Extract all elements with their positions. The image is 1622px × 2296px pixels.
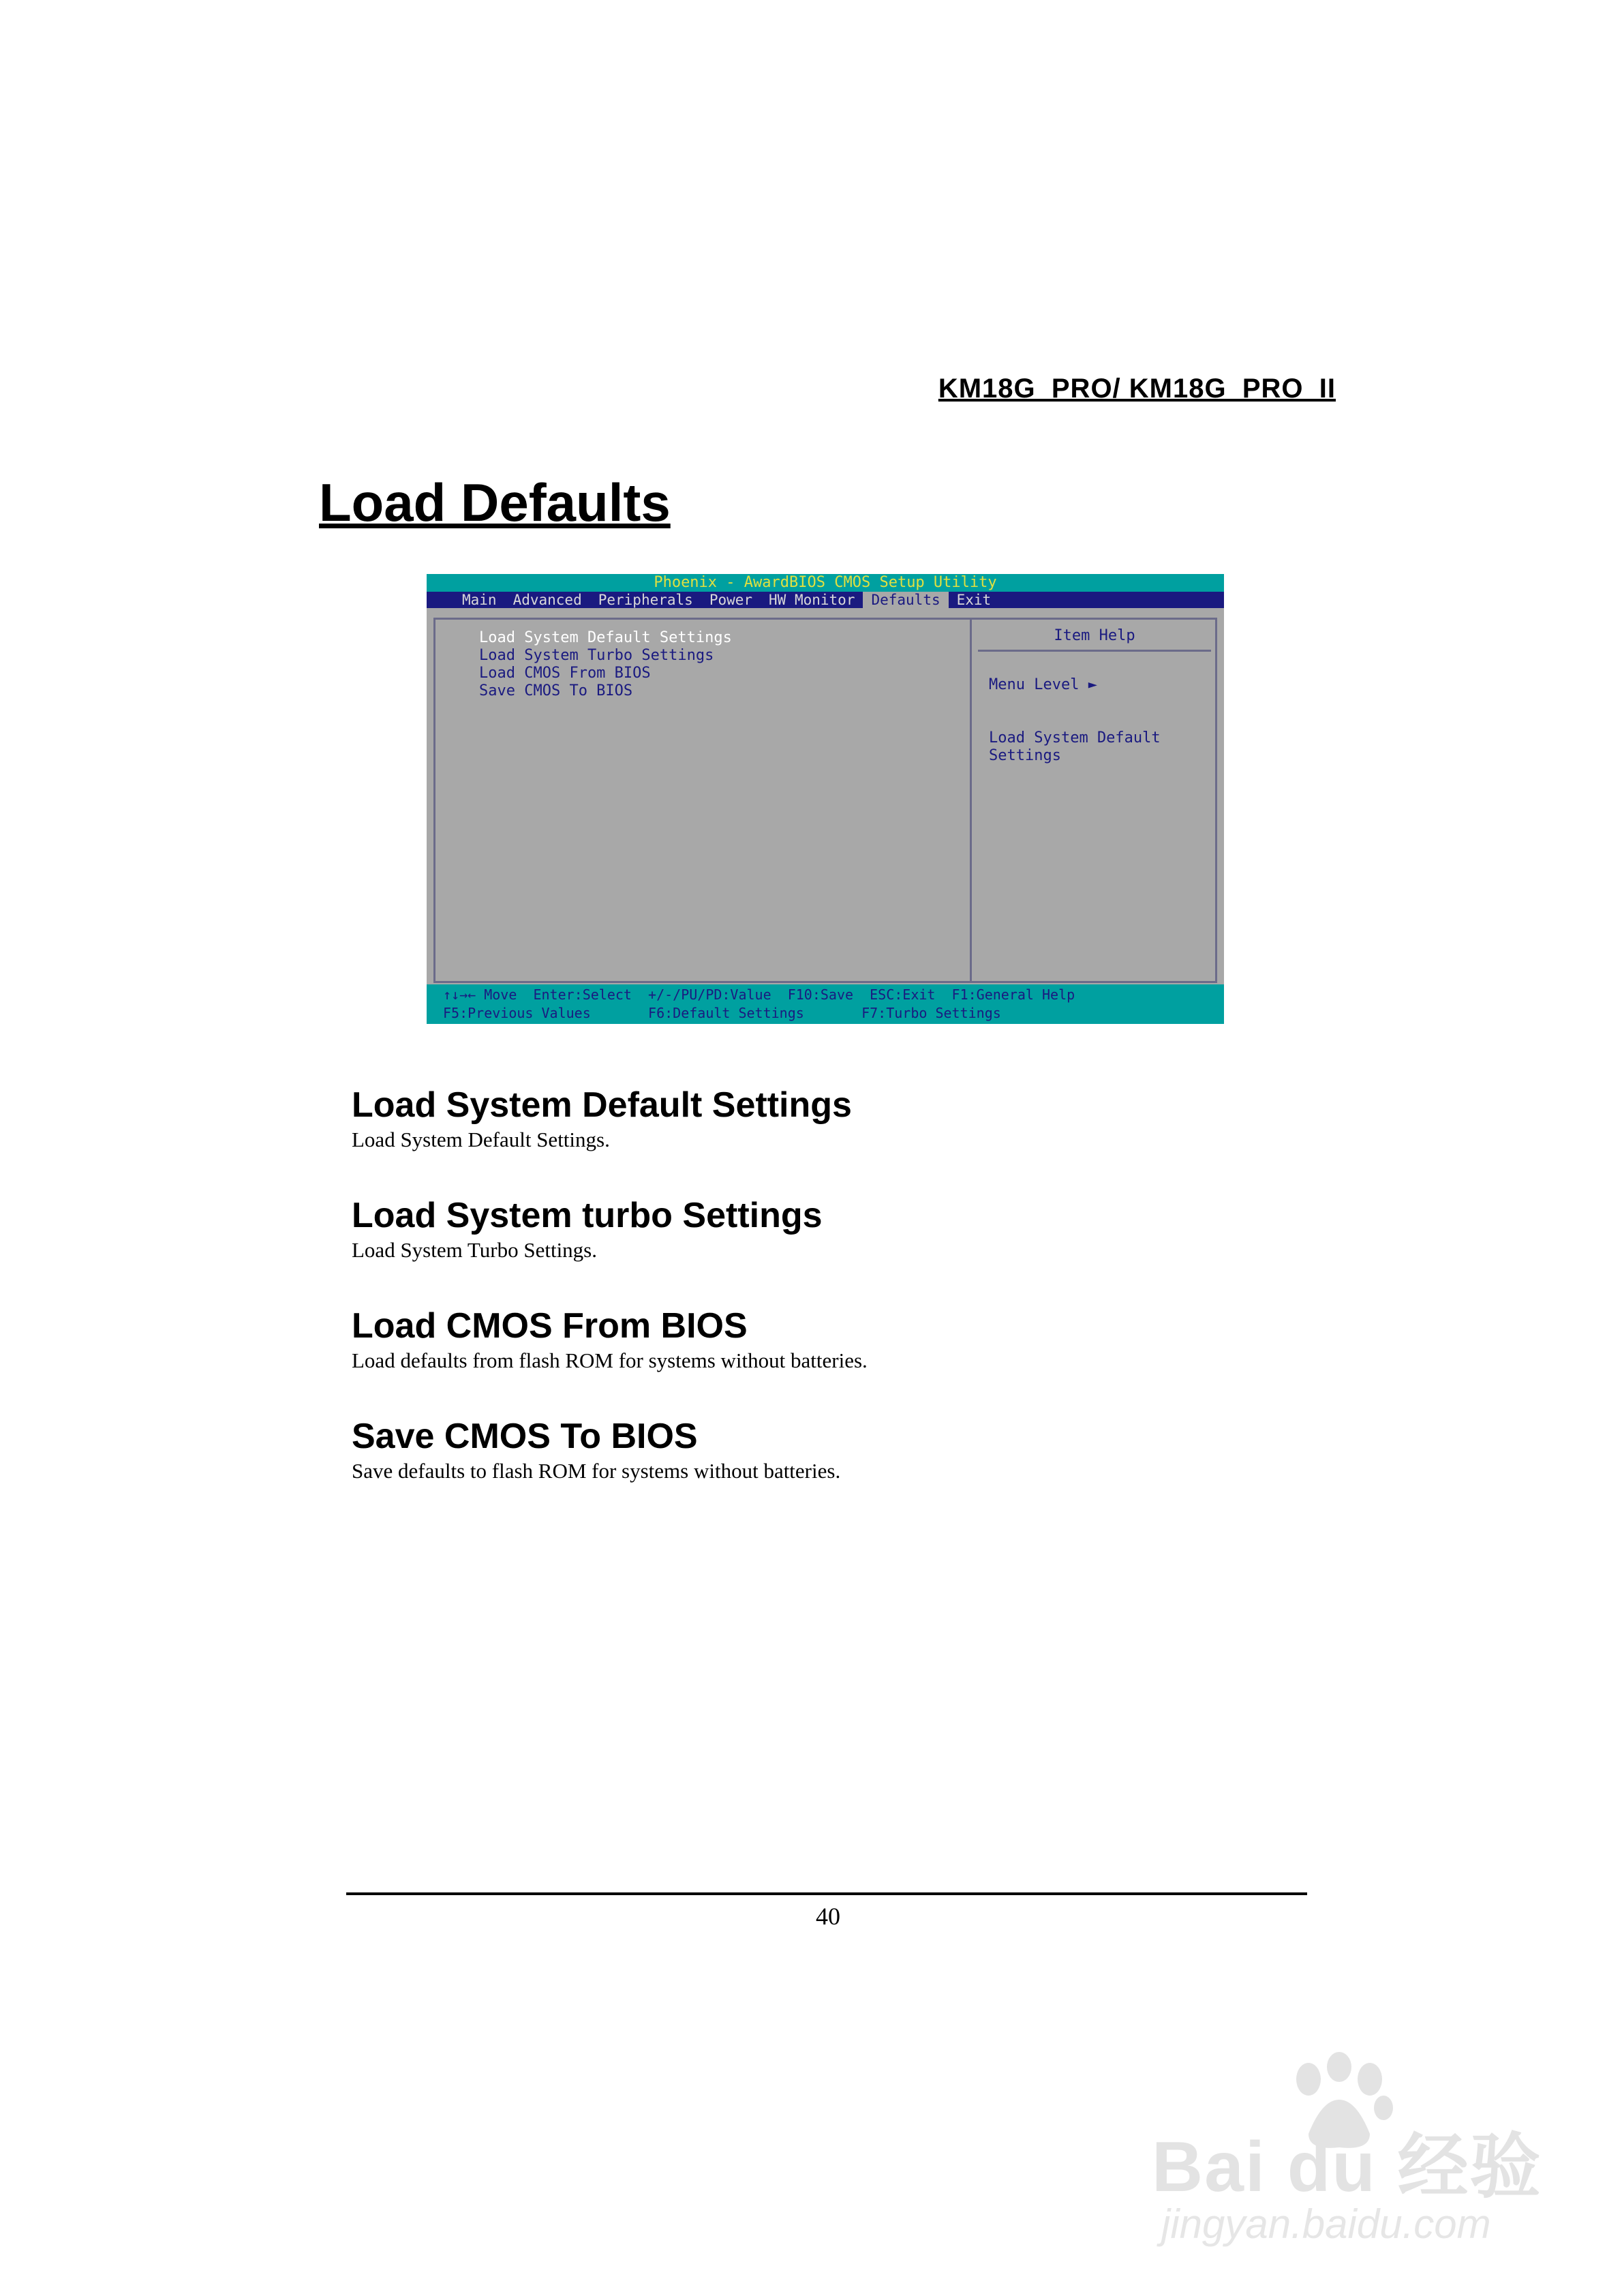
bios-screenshot [427,574,1224,1024]
bios-help-description: Load System Default Settings [989,729,1161,764]
document-header-model: KM18G_PRO/ KM18G_PRO_II [938,374,1336,404]
bios-menu-list [435,620,970,700]
watermark-brand: Bai du 经验 [1152,2128,1542,2207]
section-save-cmos-to-bios [352,1415,1306,1485]
section-heading: Save CMOS To BIOS [352,1417,698,1456]
bios-menu-item-load-system-default[interactable]: Load System Default Settings [479,629,732,646]
bios-menu-item-load-cmos-from-bios[interactable]: Load CMOS From BIOS [479,665,651,682]
bios-help-panel [974,620,1215,981]
section-load-system-default [352,1084,1306,1153]
section-load-cmos-from-bios [352,1305,1306,1374]
watermark-url: jingyan.baidu.com [1161,2201,1491,2247]
bios-tab-power[interactable]: Power [709,592,753,608]
bios-menu-item-save-cmos-to-bios[interactable]: Save CMOS To BIOS [479,682,633,699]
section-load-system-turbo [352,1194,1306,1264]
baidu-watermark [1145,2052,1567,2256]
bios-help-text [974,652,1215,783]
bios-tab-main[interactable]: Main [462,592,497,608]
bios-menu-item-load-system-turbo[interactable]: Load System Turbo Settings [479,647,714,664]
bios-status-bar [427,984,1224,1024]
bios-tab-bar [427,592,1224,608]
bios-help-menu-level: Menu Level ► [989,676,1097,693]
bios-help-title: Item Help [978,622,1211,652]
bios-tab-peripherals[interactable]: Peripherals [598,592,693,608]
section-heading: Load System turbo Settings [352,1196,823,1235]
bios-status-line-2: F5:Previous Values F6:Default Settings F7:Turbo Settings [443,1005,1001,1021]
page-number: 40 [816,1903,840,1930]
page-title: Load Defaults [319,472,671,532]
section-heading: Load System Default Settings [352,1085,852,1125]
bios-menu-panel [435,620,972,981]
bios-tab-advanced[interactable]: Advanced [512,592,582,608]
bios-title: Phoenix - AwardBIOS CMOS Setup Utility [427,574,1224,592]
section-text: Save defaults to flash ROM for systems without batteries. [352,1459,841,1483]
description-sections [352,1084,1306,1526]
bios-tab-defaults[interactable]: Defaults [863,592,948,608]
section-text: Load System Turbo Settings. [352,1238,597,1262]
section-text: Load System Default Settings. [352,1128,610,1151]
section-text: Load defaults from flash ROM for systems without batteries. [352,1348,868,1372]
footer-rule [346,1892,1307,1895]
bios-status-line-1: ↑↓→← Move Enter:Select +/-/PU/PD:Value F10:Save ESC:Exit F1:General Help [443,986,1075,1003]
bios-tab-hw-monitor[interactable]: HW Monitor [769,592,855,608]
bios-tab-exit[interactable]: Exit [956,592,992,608]
bios-body [433,618,1217,983]
section-heading: Load CMOS From BIOS [352,1306,748,1346]
